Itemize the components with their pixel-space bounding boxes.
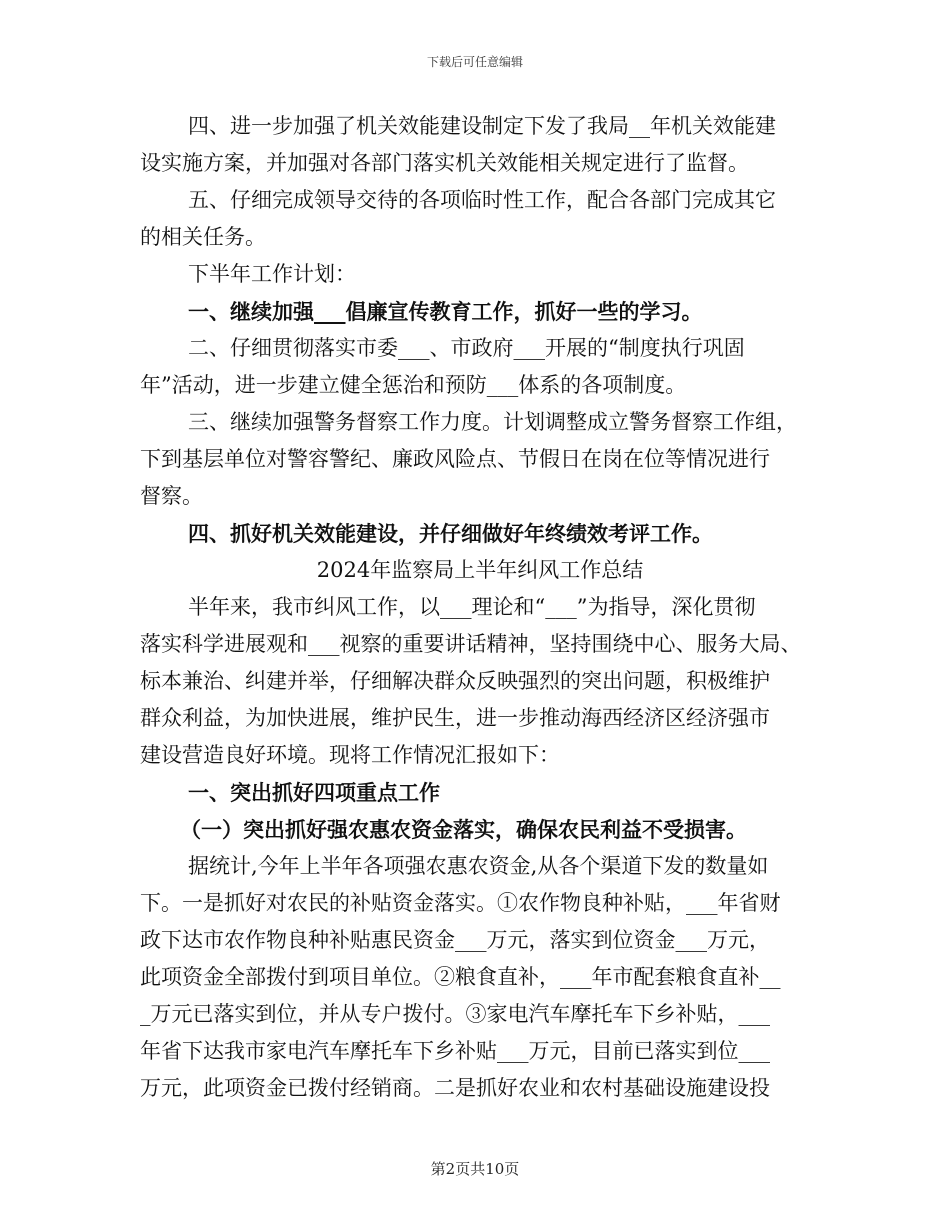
- body-line: 四、进一步加强了机关效能建设制定下发了我局__年机关效能建: [188, 114, 776, 138]
- body-line: 督察。: [140, 484, 203, 508]
- page-header-note: 下载后可任意编辑: [426, 55, 523, 69]
- body-line: 设实施方案，并加强对各部门落实机关效能相关规定进行了监督。: [140, 151, 749, 175]
- body-line: _万元已落实到位，并从专户拨付。③家电汽车摩托车下乡补贴，___: [140, 1002, 770, 1026]
- body-line: 下到基层单位对警容警纪、廉政风险点、节假日在岗在位等情况进行: [140, 447, 770, 471]
- document-body: [140, 108, 820, 1107]
- body-line: 半年来，我市纠风工作，以___理论和“___”为指导，深化贯彻: [188, 595, 756, 619]
- body-line: 的相关任务。: [140, 225, 266, 249]
- body-line: 万元，此项资金已拨付经销商。二是抓好农业和农村基础设施建设投: [140, 1076, 770, 1100]
- body-line: 据统计,今年上半年各项强农惠农资金,从各个渠道下发的数量如: [188, 854, 769, 878]
- document-title: 2024年监察局上半年纠风工作总结: [316, 558, 644, 582]
- body-line: 三、继续加强警务督察工作力度。计划调整成立警务督察工作组，: [188, 410, 797, 434]
- body-line: 群众利益，为加快进展，维护民生，进一步推动海西经济区经济强市: [140, 706, 770, 730]
- body-line: 下。一是抓好对农民的补贴资金落实。①农作物良种补贴，___年省财: [140, 891, 781, 915]
- plan-item-heading: 四、抓好机关效能建设，并仔细做好年终绩效考评工作。: [188, 521, 713, 546]
- body-line: 年”活动，进一步建立健全惩治和预防___体系的各项制度。: [140, 373, 687, 397]
- subsection-heading: （一）突出抓好强农惠农资金落实，确保农民利益不受损害。: [180, 817, 747, 842]
- body-line: 落实科学进展观和___视察的重要讲话精神，坚持围绕中心、服务大局、: [140, 632, 802, 656]
- body-line: 政下达市农作物良种补贴惠民资金___万元，落实到位资金___万元，: [140, 928, 770, 952]
- body-line: 此项资金全部拨付到项目单位。②粮食直补，___年市配套粮食直补__: [140, 965, 781, 989]
- plan-item-heading: 一、继续加强___倡廉宣传教育工作，抓好一些的学习。: [188, 299, 703, 324]
- body-line: 二、仔细贯彻落实市委___、市政府___开展的“制度执行巩固: [188, 336, 745, 360]
- body-line: 年省下达我市家电汽车摩托车下乡补贴___万元，目前已落实到位___: [140, 1039, 770, 1063]
- section-heading: 一、突出抓好四项重点工作: [188, 780, 440, 805]
- body-line: 标本兼治、纠建并举，仔细解决群众反映强烈的突出问题，积极维护: [140, 669, 770, 693]
- body-line: 五、仔细完成领导交待的各项临时性工作，配合各部门完成其它: [188, 188, 776, 212]
- body-line: 建设营造良好环境。现将工作情况汇报如下：: [140, 743, 560, 767]
- section-heading-plan: 下半年工作计划：: [188, 262, 356, 286]
- page-number: 第2页共10页: [430, 1160, 520, 1178]
